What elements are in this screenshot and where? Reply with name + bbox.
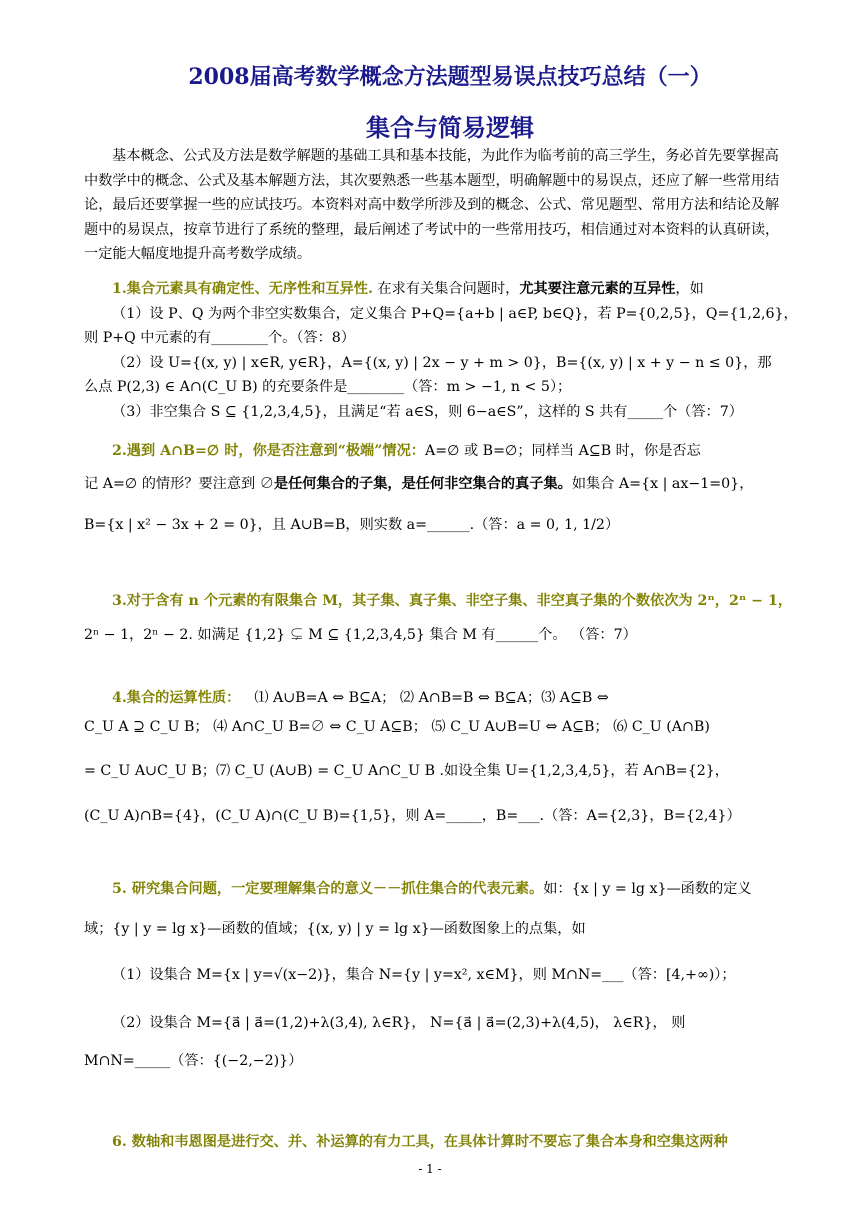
section-2-heading [112, 440, 812, 460]
section-1-question-2-cont: 么点 P(2,3) ∈ A∩(C_U B) 的充要条件是________（答：m > −1, n < 5）； [84, 379, 572, 395]
section-1-text: 在求有关集合问题时， [372, 281, 520, 297]
section-5-heading [112, 878, 812, 898]
section-4-line-3: = C_U A∪C_U B；⑺ C_U (A∪B) = C_U A∩C_U B .如设全集 U={1,2,3,4,5}，若 A∩B={2}， [84, 763, 729, 779]
section-5-title: 5. 研究集合问题，一定要理解集合的意义－－抓住集合的代表元素。 [112, 881, 544, 897]
section-4-line-2: C_U A ⊇ C_U B； ⑷ A∩C_U B=∅ ⇔ C_U A⊆B； ⑸ C_U A∪B=U ⇔ A⊆B； ⑹ C_U (A∩B) [84, 719, 710, 735]
section-2-title: 2.遇到 A∩B=∅ 时，你是否注意到“极端”情况： [112, 443, 425, 459]
section-4-line-4: (C_U A)∩B={4}，(C_U A)∩(C_U B)={1,5}，则 A=_____，B=___.（答：A={2,3}，B={2,4}） [84, 808, 741, 824]
section-2-emphasis: 是任何集合的子集，是任何非空集合的真子集。 [273, 476, 572, 492]
section-1-emphasis: 尤其要注意元素的互异性 [519, 281, 676, 297]
section-1-tail: ，如 [675, 281, 704, 297]
document-title: 2008届高考数学概念方法题型易误点技巧总结（一） [188, 64, 712, 90]
section-2-line-3: B={x | x² − 3x + 2 = 0}，且 A∪B=B，则实数 a=______.（答：a = 0, 1, 1/2） [84, 517, 620, 533]
section-5-line-2: 域；{y | y = lg x}—函数的值域；{(x, y) | y = lg x}—函数图象上的点集，如 [84, 921, 586, 937]
section-1-question-3: （3）非空集合 S ⊆ {1,2,3,4,5}，且满足“若 a∈S，则 6−a∈S”，这样的 S 共有_____个（答：7） [112, 404, 743, 420]
section-2-text-c: 如集合 A={x | ax−1=0}， [571, 476, 754, 492]
section-5-text: 如：{x | y = lg x}—函数的定义 [543, 881, 752, 897]
section-4-heading [112, 687, 812, 707]
section-5-question-1: （1）设集合 M={x | y=√(x−2)}，集合 N={y | y=x², x∈M}，则 M∩N=___（答：[4,+∞)）； [112, 967, 736, 983]
section-3-heading: 3.对于含有 n 个元素的有限集合 M，其子集、真子集、非空子集、非空真子集的个数依次为 2ⁿ，2ⁿ − 1， [112, 593, 793, 609]
section-1-question-1: （1）设 P、Q 为两个非空实数集合，定义集合 P+Q={a+b | a∈P, b∈Q}，若 P={0,2,5}，Q={1,2,6}， [112, 306, 798, 322]
document-subtitle: 集合与简易逻辑 [366, 113, 534, 142]
page-number: - 1 - [418, 1162, 442, 1176]
section-4-title: 4.集合的运算性质： [112, 690, 241, 706]
section-2-text-a: 记 A=∅ 的情形？要注意到 ∅ [84, 476, 274, 492]
section-1-title: 1.集合元素具有确定性、无序性和互异性. [112, 281, 373, 297]
section-6-heading: 6. 数轴和韦恩图是进行交、并、补运算的有力工具，在具体计算时不要忘了集合本身和空集这两种 [112, 1134, 728, 1150]
section-3-line-2: 2ⁿ − 1，2ⁿ − 2. 如满足 {1,2} ⊊ M ⊆ {1,2,3,4,5} 集合 M 有______个。 （答：7） [84, 627, 637, 643]
section-2-text: A=∅ 或 B=∅；同样当 A⊆B 时，你是否忘 [424, 443, 701, 459]
section-2-line-2 [84, 473, 784, 493]
section-1-heading [112, 278, 812, 298]
section-4-line-1: ⑴ A∪B=A ⇔ B⊆A； ⑵ A∩B=B ⇔ B⊆A；⑶ A⊆B ⇔ [254, 690, 609, 706]
section-1-question-1-cont: 则 P+Q 中元素的有________个。（答：8） [84, 330, 356, 346]
section-5-question-2: （2）设集合 M={a⃗ | a⃗=(1,2)+λ(3,4), λ∈R}， N={a⃗ | a⃗=(2,3)+λ(4,5)， λ∈R}， 则 [112, 1015, 686, 1031]
intro-paragraph: 基本概念、公式及方法是数学解题的基础工具和基本技能，为此作为临考前的高三学生，务必首先要掌握高中数学中的概念、公式及基本解题方法，其次要熟悉一些基本题型，明确解题中的易误点，还应了解一些常用结论，最后还要掌握一些的应试技巧。本资料对高中数学所涉及到的概念、公式、常见题型、常用方法和结论及解题中的易误点，按章节进行了系统的整理，最后阐述了考试中的一些常用技巧，相信通过对本资料的认真研读，一定能大幅度地提升高考数学成绩。 [84, 148, 780, 262]
section-1-question-2: （2）设 U={(x, y) | x∈R, y∈R}，A={(x, y) | 2x − y + m > 0}，B={(x, y) | x + y − n ≤ 0}，那 [112, 355, 772, 371]
section-5-question-2-cont: M∩N=_____（答：{(−2,−2)}） [84, 1053, 303, 1069]
